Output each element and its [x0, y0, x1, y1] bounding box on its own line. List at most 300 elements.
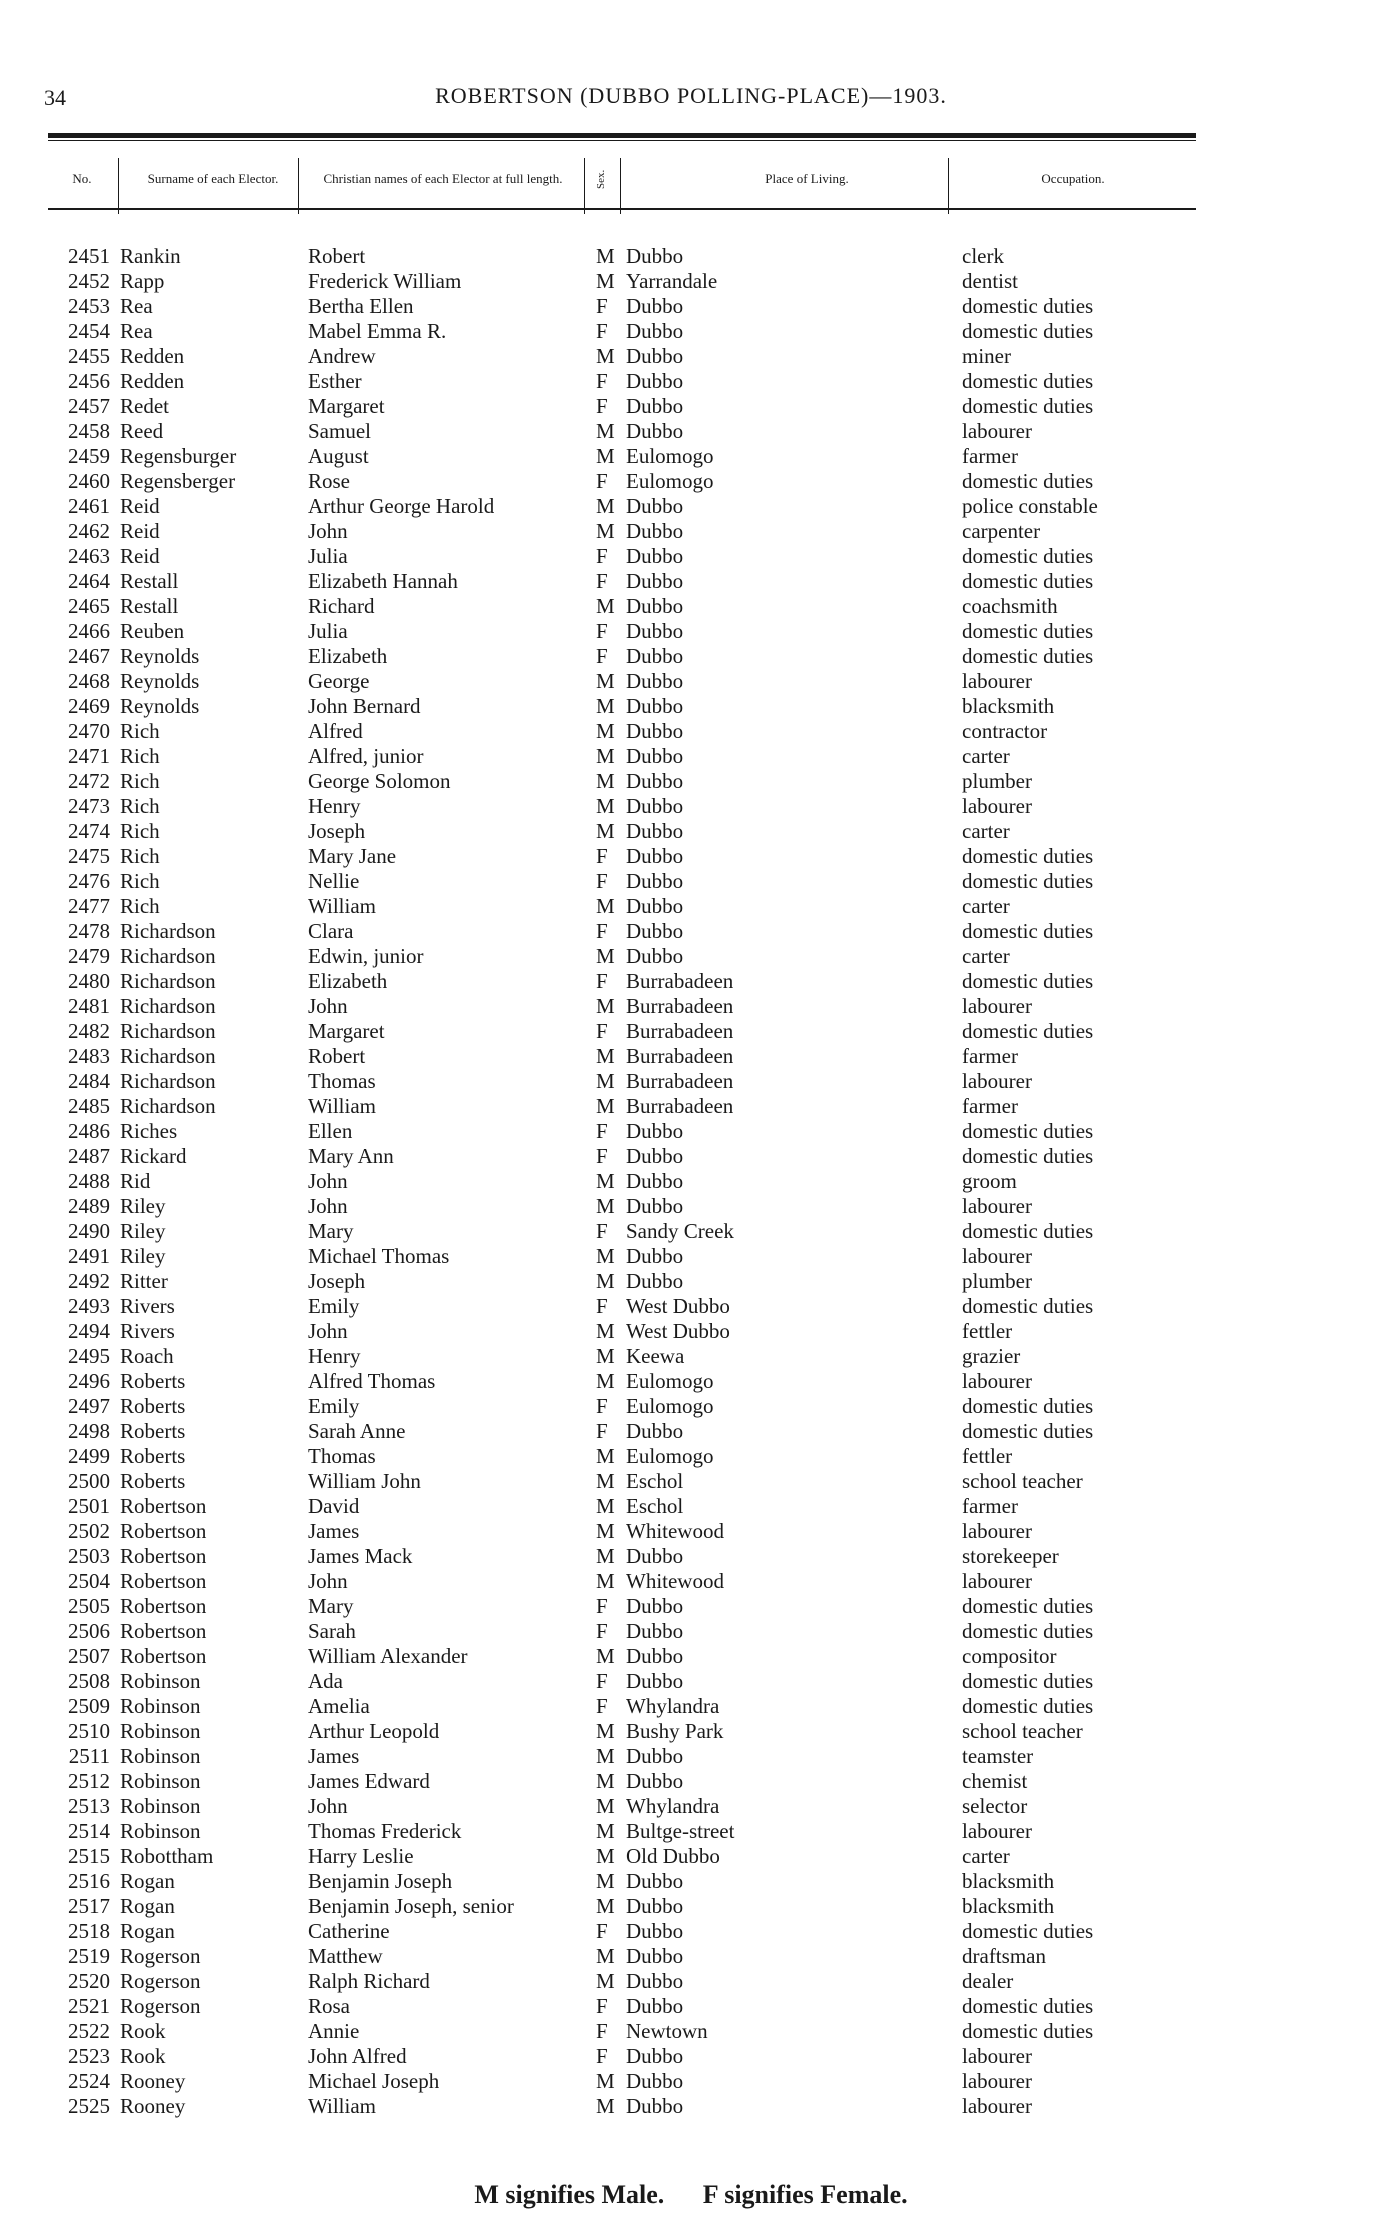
elector-place: Dubbo — [626, 394, 684, 418]
elector-occupation: compositor — [962, 1644, 1057, 1668]
elector-number: 2483 — [68, 1044, 110, 1068]
elector-christian-names: James — [308, 1519, 360, 1543]
elector-occupation: storekeeper — [962, 1544, 1059, 1568]
elector-christian-names: John — [308, 1319, 348, 1343]
elector-number: 2458 — [68, 419, 110, 443]
elector-christian-names: Rose — [308, 469, 350, 493]
table-row — [0, 394, 1382, 419]
table-row — [0, 294, 1382, 319]
elector-place: Whitewood — [626, 1519, 724, 1543]
table-row — [0, 869, 1382, 894]
elector-number: 2512 — [68, 1769, 110, 1793]
elector-surname: Roberts — [120, 1469, 186, 1493]
elector-surname: Rich — [120, 869, 160, 893]
elector-occupation: plumber — [962, 1269, 1032, 1293]
table-row — [0, 919, 1382, 944]
elector-sex: M — [596, 1194, 615, 1218]
elector-occupation: domestic duties — [962, 1619, 1094, 1643]
table-row — [0, 1744, 1382, 1769]
elector-sex: M — [596, 1769, 615, 1793]
elector-occupation: labourer — [962, 1569, 1032, 1593]
elector-place: Dubbo — [626, 944, 684, 968]
elector-number: 2473 — [68, 794, 110, 818]
elector-surname: Redden — [120, 369, 185, 393]
elector-christian-names: Arthur Leopold — [308, 1719, 440, 1743]
elector-sex: M — [596, 1719, 615, 1743]
table-row — [0, 1894, 1382, 1919]
elector-occupation: domestic duties — [962, 1294, 1094, 1318]
elector-christian-names: Michael Thomas — [308, 1244, 450, 1268]
elector-christian-names: John — [308, 994, 348, 1018]
elector-christian-names: James Edward — [308, 1769, 430, 1793]
elector-surname: Riley — [120, 1219, 166, 1243]
elector-surname: Richardson — [120, 1044, 216, 1068]
table-row — [0, 1119, 1382, 1144]
table-row — [0, 1919, 1382, 1944]
elector-place: Dubbo — [626, 1269, 684, 1293]
elector-occupation: domestic duties — [962, 619, 1094, 643]
table-row — [0, 1844, 1382, 1869]
elector-christian-names: John — [308, 1794, 348, 1818]
elector-sex: M — [596, 344, 615, 368]
table-row — [0, 319, 1382, 344]
table-row — [0, 969, 1382, 994]
elector-number: 2506 — [68, 1619, 110, 1643]
elector-christian-names: John — [308, 519, 348, 543]
elector-place: Burrabadeen — [626, 969, 734, 993]
elector-number: 2507 — [68, 1644, 110, 1668]
elector-number: 2464 — [68, 569, 110, 593]
elector-sex: F — [596, 1694, 608, 1718]
elector-number: 2517 — [68, 1894, 110, 1918]
elector-christian-names: Robert — [308, 244, 366, 268]
elector-occupation: domestic duties — [962, 844, 1094, 868]
elector-place: Dubbo — [626, 319, 684, 343]
elector-place: Dubbo — [626, 1669, 684, 1693]
elector-sex: F — [596, 644, 608, 668]
elector-surname: Richardson — [120, 919, 216, 943]
elector-surname: Rea — [120, 294, 153, 318]
elector-number: 2456 — [68, 369, 110, 393]
elector-occupation: domestic duties — [962, 644, 1094, 668]
elector-place: Dubbo — [626, 1419, 684, 1443]
elector-christian-names: Mary — [308, 1219, 354, 1243]
elector-occupation: labourer — [962, 2094, 1032, 2118]
table-row — [0, 1219, 1382, 1244]
elector-sex: F — [596, 1394, 608, 1418]
elector-place: Dubbo — [626, 1644, 684, 1668]
elector-christian-names: Ralph Richard — [308, 1969, 430, 1993]
elector-christian-names: William — [308, 894, 376, 918]
elector-sex: F — [596, 2019, 608, 2043]
elector-number: 2499 — [68, 1444, 110, 1468]
elector-sex: M — [596, 1169, 615, 1193]
table-row — [0, 1394, 1382, 1419]
footer-male-note: M signifies Male. — [474, 2180, 665, 2209]
elector-number: 2451 — [68, 244, 110, 268]
elector-place: West Dubbo — [626, 1294, 730, 1318]
elector-christian-names: Bertha Ellen — [308, 294, 414, 318]
elector-sex: M — [596, 1544, 615, 1568]
elector-surname: Robinson — [120, 1669, 201, 1693]
elector-christian-names: Richard — [308, 594, 375, 618]
elector-surname: Reynolds — [120, 644, 200, 668]
elector-christian-names: Mary Jane — [308, 844, 397, 868]
elector-number: 2478 — [68, 919, 110, 943]
elector-surname: Rogerson — [120, 1994, 201, 2018]
elector-sex: F — [596, 469, 608, 493]
elector-christian-names: William — [308, 2094, 376, 2118]
elector-surname: Reynolds — [120, 694, 200, 718]
elector-surname: Regensburger — [120, 444, 237, 468]
elector-surname: Richardson — [120, 1094, 216, 1118]
elector-place: Dubbo — [626, 569, 684, 593]
elector-sex: M — [596, 1044, 615, 1068]
elector-occupation: labourer — [962, 2044, 1032, 2068]
elector-number: 2477 — [68, 894, 110, 918]
table-row — [0, 1044, 1382, 1069]
elector-place: Dubbo — [626, 519, 684, 543]
elector-sex: M — [596, 1744, 615, 1768]
elector-place: Dubbo — [626, 1619, 684, 1643]
elector-occupation: fettler — [962, 1444, 1013, 1468]
elector-surname: Redet — [120, 394, 169, 418]
elector-surname: Robertson — [120, 1619, 207, 1643]
elector-place: Dubbo — [626, 1744, 684, 1768]
elector-surname: Roberts — [120, 1369, 186, 1393]
elector-surname: Rogan — [120, 1919, 175, 1943]
column-header-occupation: Occupation. — [1041, 171, 1105, 186]
elector-occupation: labourer — [962, 1244, 1032, 1268]
elector-place: Whylandra — [626, 1694, 720, 1718]
elector-surname: Rich — [120, 744, 160, 768]
elector-sex: M — [596, 1969, 615, 1993]
elector-surname: Restall — [120, 569, 179, 593]
elector-number: 2455 — [68, 344, 110, 368]
elector-surname: Reid — [120, 494, 160, 518]
table-row — [0, 1519, 1382, 1544]
elector-place: Whitewood — [626, 1569, 724, 1593]
elector-occupation: carter — [962, 819, 1010, 843]
elector-surname: Rook — [120, 2044, 166, 2068]
elector-place: Dubbo — [626, 1594, 684, 1618]
elector-occupation: farmer — [962, 1044, 1018, 1068]
elector-christian-names: Thomas Frederick — [308, 1819, 462, 1843]
elector-number: 2497 — [68, 1394, 110, 1418]
elector-sex: M — [596, 1894, 615, 1918]
elector-place: Burrabadeen — [626, 994, 734, 1018]
elector-christian-names: Rosa — [308, 1994, 350, 2018]
elector-occupation: carpenter — [962, 519, 1041, 543]
elector-sex: M — [596, 244, 615, 268]
elector-sex: M — [596, 719, 615, 743]
elector-christian-names: Mabel Emma R. — [308, 319, 447, 343]
elector-place: Burrabadeen — [626, 1069, 734, 1093]
column-divider — [298, 158, 299, 214]
elector-surname: Richardson — [120, 944, 216, 968]
elector-christian-names: Sarah Anne — [308, 1419, 406, 1443]
elector-christian-names: Julia — [308, 619, 348, 643]
elector-place: Burrabadeen — [626, 1094, 734, 1118]
elector-surname: Rickard — [120, 1144, 187, 1168]
elector-surname: Reuben — [120, 619, 185, 643]
elector-christian-names: Joseph — [308, 819, 366, 843]
elector-sex: F — [596, 844, 608, 868]
elector-occupation: dealer — [962, 1969, 1014, 1993]
header-rule-thick — [48, 133, 1196, 138]
elector-occupation: carter — [962, 744, 1010, 768]
elector-number: 2509 — [68, 1694, 110, 1718]
header-rule-thin — [48, 140, 1196, 141]
table-row — [0, 2019, 1382, 2044]
elector-number: 2494 — [68, 1319, 110, 1343]
elector-place: Eulomogo — [626, 469, 714, 493]
table-row — [0, 1344, 1382, 1369]
elector-number: 2463 — [68, 544, 110, 568]
elector-number: 2515 — [68, 1844, 110, 1868]
elector-number: 2514 — [68, 1819, 110, 1843]
elector-number: 2469 — [68, 694, 110, 718]
elector-number: 2459 — [68, 444, 110, 468]
elector-number: 2520 — [68, 1969, 110, 1993]
elector-number: 2484 — [68, 1069, 110, 1093]
column-divider — [620, 158, 621, 214]
table-row — [0, 1319, 1382, 1344]
elector-place: Dubbo — [626, 1994, 684, 2018]
elector-sex: M — [596, 1819, 615, 1843]
table-row — [0, 644, 1382, 669]
elector-occupation: domestic duties — [962, 369, 1094, 393]
elector-number: 2510 — [68, 1719, 110, 1743]
elector-sex: M — [596, 519, 615, 543]
elector-sex: F — [596, 1419, 608, 1443]
elector-sex: M — [596, 769, 615, 793]
elector-occupation: chemist — [962, 1769, 1028, 1793]
elector-occupation: fettler — [962, 1319, 1013, 1343]
elector-place: Dubbo — [626, 619, 684, 643]
table-row — [0, 369, 1382, 394]
table-row — [0, 744, 1382, 769]
column-divider — [118, 158, 119, 214]
elector-number: 2500 — [68, 1469, 110, 1493]
table-row — [0, 1444, 1382, 1469]
table-row — [0, 1494, 1382, 1519]
elector-number: 2503 — [68, 1544, 110, 1568]
elector-christian-names: Alfred, junior — [308, 744, 424, 768]
elector-sex: M — [596, 1869, 615, 1893]
elector-christian-names: Harry Leslie — [308, 1844, 414, 1868]
elector-place: Dubbo — [626, 744, 684, 768]
elector-sex: F — [596, 1019, 608, 1043]
elector-place: Dubbo — [626, 1969, 684, 1993]
elector-surname: Rogan — [120, 1869, 175, 1893]
elector-sex: M — [596, 1344, 615, 1368]
elector-surname: Reid — [120, 519, 160, 543]
elector-occupation: teamster — [962, 1744, 1034, 1768]
elector-surname: Rich — [120, 844, 160, 868]
table-row — [0, 244, 1382, 269]
table-row — [0, 844, 1382, 869]
table-row — [0, 2094, 1382, 2119]
elector-sex: M — [596, 1519, 615, 1543]
elector-surname: Rich — [120, 819, 160, 843]
table-row — [0, 1669, 1382, 1694]
table-row — [0, 694, 1382, 719]
elector-surname: Rogerson — [120, 1944, 201, 1968]
elector-place: Dubbo — [626, 2094, 684, 2118]
elector-christian-names: Elizabeth — [308, 969, 388, 993]
elector-sex: F — [596, 294, 608, 318]
table-row — [0, 819, 1382, 844]
elector-place: Dubbo — [626, 844, 684, 868]
elector-surname: Rankin — [120, 244, 181, 268]
elector-surname: Rogan — [120, 1894, 175, 1918]
elector-sex: F — [596, 619, 608, 643]
elector-surname: Rook — [120, 2019, 166, 2043]
table-row — [0, 1094, 1382, 1119]
table-row — [0, 494, 1382, 519]
elector-sex: F — [596, 1294, 608, 1318]
elector-surname: Rogerson — [120, 1969, 201, 1993]
elector-number: 2521 — [68, 1994, 110, 2018]
elector-occupation: domestic duties — [962, 1019, 1094, 1043]
elector-number: 2501 — [68, 1494, 110, 1518]
elector-occupation: dentist — [962, 269, 1018, 293]
elector-place: Burrabadeen — [626, 1019, 734, 1043]
elector-sex: F — [596, 919, 608, 943]
elector-christian-names: John Bernard — [308, 694, 421, 718]
elector-sex: M — [596, 444, 615, 468]
page-number: 34 — [44, 85, 66, 110]
elector-place: Dubbo — [626, 1894, 684, 1918]
column-header-christian: Christian names of each Elector at full length. — [323, 171, 563, 186]
elector-occupation: domestic duties — [962, 1394, 1094, 1418]
elector-surname: Robertson — [120, 1569, 207, 1593]
elector-christian-names: Joseph — [308, 1269, 366, 1293]
elector-number: 2457 — [68, 394, 110, 418]
elector-occupation: grazier — [962, 1344, 1021, 1368]
elector-occupation: labourer — [962, 794, 1032, 818]
table-row — [0, 1794, 1382, 1819]
elector-sex: M — [596, 744, 615, 768]
elector-surname: Robertson — [120, 1644, 207, 1668]
elector-sex: F — [596, 1594, 608, 1618]
elector-christian-names: Robert — [308, 1044, 366, 1068]
elector-number: 2519 — [68, 1944, 110, 1968]
table-row — [0, 1469, 1382, 1494]
elector-place: Dubbo — [626, 594, 684, 618]
elector-place: Dubbo — [626, 769, 684, 793]
elector-surname: Robinson — [120, 1819, 201, 1843]
elector-christian-names: John Alfred — [308, 2044, 407, 2068]
elector-place: Dubbo — [626, 1144, 684, 1168]
elector-occupation: domestic duties — [962, 919, 1094, 943]
elector-number: 2472 — [68, 769, 110, 793]
elector-christian-names: Catherine — [308, 1919, 390, 1943]
table-row — [0, 444, 1382, 469]
elector-number: 2480 — [68, 969, 110, 993]
elector-christian-names: Frederick William — [308, 269, 462, 293]
elector-occupation: domestic duties — [962, 1669, 1094, 1693]
table-row — [0, 944, 1382, 969]
elector-sex: F — [596, 2044, 608, 2068]
elector-occupation: domestic duties — [962, 1419, 1094, 1443]
table-row — [0, 719, 1382, 744]
elector-sex: M — [596, 1644, 615, 1668]
elector-christian-names: Benjamin Joseph — [308, 1869, 453, 1893]
elector-occupation: labourer — [962, 2069, 1032, 2093]
elector-surname: Robertson — [120, 1519, 207, 1543]
elector-number: 2465 — [68, 594, 110, 618]
elector-christian-names: Mary Ann — [308, 1144, 394, 1168]
elector-surname: Ritter — [120, 1269, 168, 1293]
elector-sex: M — [596, 944, 615, 968]
table-row — [0, 619, 1382, 644]
table-row — [0, 269, 1382, 294]
elector-occupation: domestic duties — [962, 1919, 1094, 1943]
elector-christian-names: John — [308, 1169, 348, 1193]
elector-number: 2525 — [68, 2094, 110, 2118]
table-row — [0, 519, 1382, 544]
elector-sex: F — [596, 369, 608, 393]
elector-number: 2502 — [68, 1519, 110, 1543]
elector-place: Dubbo — [626, 244, 684, 268]
table-row — [0, 1269, 1382, 1294]
elector-occupation: domestic duties — [962, 569, 1094, 593]
table-row — [0, 1769, 1382, 1794]
elector-christian-names: George Solomon — [308, 769, 451, 793]
elector-surname: Robertson — [120, 1544, 207, 1568]
elector-number: 2524 — [68, 2069, 110, 2093]
column-divider — [948, 158, 949, 214]
elector-occupation: farmer — [962, 1094, 1018, 1118]
table-row — [0, 1719, 1382, 1744]
elector-number: 2462 — [68, 519, 110, 543]
elector-occupation: blacksmith — [962, 694, 1055, 718]
elector-surname: Rapp — [120, 269, 165, 293]
table-row — [0, 2069, 1382, 2094]
elector-christian-names: Elizabeth — [308, 644, 388, 668]
table-row — [0, 794, 1382, 819]
elector-occupation: domestic duties — [962, 394, 1094, 418]
elector-place: Eulomogo — [626, 444, 714, 468]
elector-surname: Reed — [120, 419, 164, 443]
elector-number: 2491 — [68, 1244, 110, 1268]
elector-sex: M — [596, 794, 615, 818]
elector-sex: F — [596, 319, 608, 343]
elector-occupation: domestic duties — [962, 294, 1094, 318]
elector-christian-names: Mary — [308, 1594, 354, 1618]
elector-surname: Riley — [120, 1244, 166, 1268]
table-row — [0, 1544, 1382, 1569]
elector-surname: Redden — [120, 344, 185, 368]
elector-place: Dubbo — [626, 669, 684, 693]
elector-number: 2487 — [68, 1144, 110, 1168]
elector-number: 2508 — [68, 1669, 110, 1693]
elector-christian-names: William — [308, 1094, 376, 1118]
elector-place: Eulomogo — [626, 1394, 714, 1418]
elector-christian-names: James — [308, 1744, 360, 1768]
elector-occupation: carter — [962, 1844, 1010, 1868]
elector-place: Dubbo — [626, 694, 684, 718]
elector-place: Whylandra — [626, 1794, 720, 1818]
elector-place: Dubbo — [626, 544, 684, 568]
elector-number: 2454 — [68, 319, 110, 343]
elector-number: 2474 — [68, 819, 110, 843]
elector-surname: Robinson — [120, 1694, 201, 1718]
elector-occupation: labourer — [962, 1069, 1032, 1093]
elector-place: Dubbo — [626, 1919, 684, 1943]
